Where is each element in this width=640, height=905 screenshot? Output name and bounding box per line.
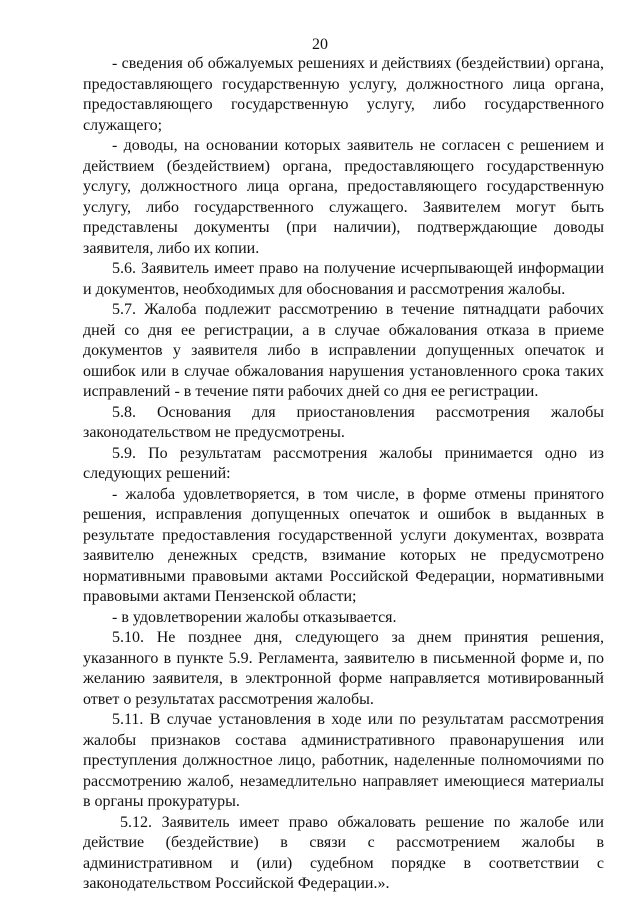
paragraph-5-6: 5.6. Заявитель имеет право на получение исчерпывающей информации и документов, необходимых для обоснования и рассмотрения жалобы. xyxy=(83,260,604,298)
paragraph-5-8: 5.8. Основания для приостановления рассмотрения жалобы законодательством не предусмотрены. xyxy=(83,403,604,441)
paragraph-appeal-subject: - сведения об обжалуемых решениях и действиях (бездействии) органа, предоставляющего государственную услугу, должностного лица органа, предоставляющего государственную услугу, либо государственного служащего; xyxy=(83,55,604,134)
paragraph-appeal-arguments: - доводы, на основании которых заявитель не согласен с решением и действием (бездействием) органа, предоставляющего государственную услугу, должностного лица органа, предоставляющего государственную услугу, либо государственного служащего. Заявителем могут быть представлены документы (при наличии), подтверждающие доводы заявителя, либо их копии. xyxy=(83,137,604,257)
paragraph-decision-satisfied: - жалоба удовлетворяется, в том числе, в форме отмены принятого решения, исправления допущенных опечаток и ошибок в выданных в результате предоставления государственной услуги документах, возврата заявителю денежных средств, взимание которых не предусмотрено нормативными правовыми актами Российской Федерации, нормативными правовыми актами Пензенской области; xyxy=(83,485,604,605)
page-number: 20 xyxy=(312,36,328,53)
paragraph-5-10: 5.10. Не позднее дня, следующего за днем принятия решения, указанного в пункте 5.9. Регламента, заявителю в письменной форме и, по желанию заявителя, в электронной форме направляется мотивированный ответ о результатах рассмотрения жалобы. xyxy=(83,629,604,708)
paragraph-5-7: 5.7. Жалоба подлежит рассмотрению в течение пятнадцати рабочих дней со дня ее регистрации, а в случае обжалования отказа в приеме документов у заявителя либо в исправлении допущенных опечаток и ошибок или в случае обжалования нарушения установленного срока таких исправлений - в течение пяти рабочих дней со дня ее регистрации. xyxy=(83,301,604,400)
paragraph-decision-refused: - в удовлетворении жалобы отказывается. xyxy=(112,608,397,626)
paragraph-5-11: 5.11. В случае установления в ходе или по результатам рассмотрения жалобы признаков состава административного правонарушения или преступления должностное лицо, работник, наделенные полномочиями по рассмотрению жалоб, незамедлительно направляет имеющиеся материалы в органы прокуратуры. xyxy=(83,711,604,810)
paragraph-5-9: 5.9. По результатам рассмотрения жалобы принимается одно из следующих решений: xyxy=(83,444,604,482)
document-body xyxy=(83,54,604,895)
paragraph-5-12: 5.12. Заявитель имеет право обжаловать решение по жалобе или действие (бездействие) в связи с рассмотрением жалобы в административном и (или) судебном порядке в соответствии с законодательством Российской Федерации.». xyxy=(83,813,604,892)
